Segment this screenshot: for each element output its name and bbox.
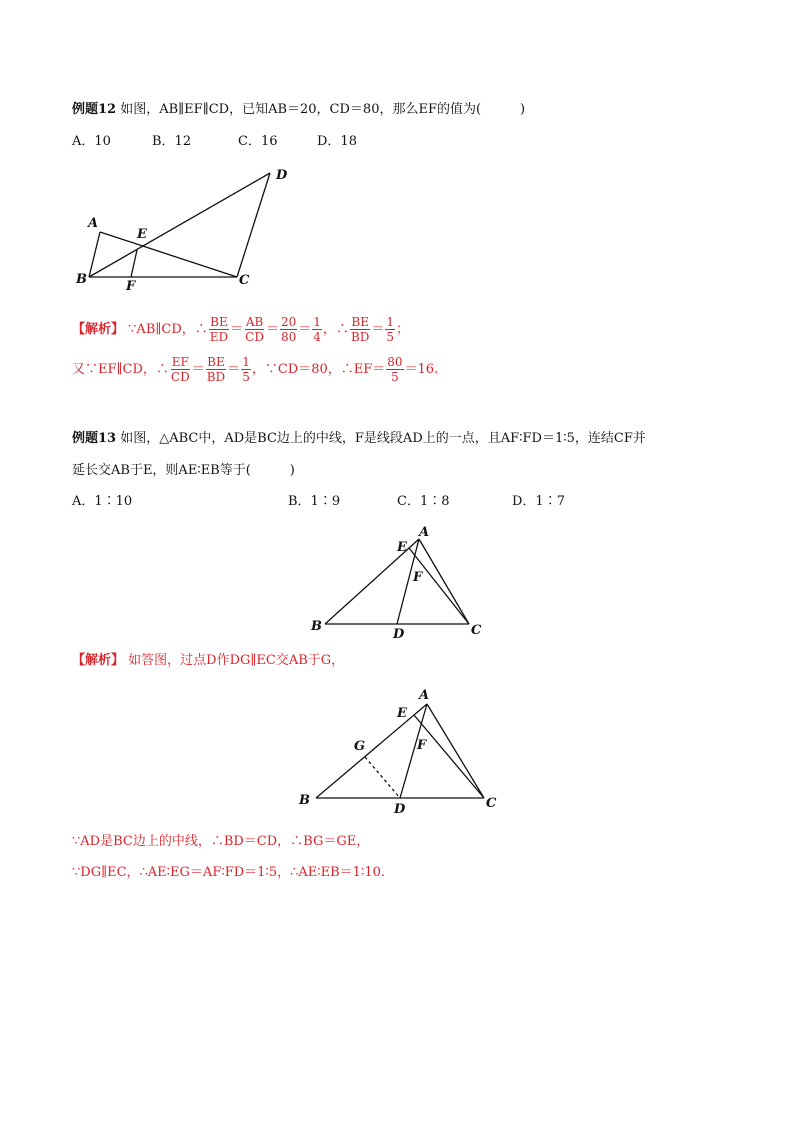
label-f: F <box>413 570 423 585</box>
ex12-stem: 如图，AB∥EF∥CD，已知AB＝20，CD＝80，那么EF的值为( ) <box>120 102 526 117</box>
label-f: F <box>417 738 427 753</box>
ex12-option-c[interactable]: C．16 <box>238 134 278 149</box>
label-d: D <box>394 802 406 817</box>
ex13-solution-line2: ∵DG∥EC，∴AE∶EG＝AF∶FD＝1∶5，∴AE∶EB＝1∶10. <box>72 865 385 880</box>
fraction: $\frac{AB}{CD}$ <box>245 315 264 344</box>
label-e: E <box>397 706 407 721</box>
fraction: $\frac{BE}{ED}$ <box>209 315 229 344</box>
ex12-option-a[interactable]: A．10 <box>72 134 111 149</box>
ex12-question <box>72 101 525 119</box>
segment-ec <box>409 548 469 624</box>
ex13-question-line2: 延长交AB于E，则AE∶EB等于( ) <box>72 463 295 478</box>
segment-ac <box>427 704 484 798</box>
segment-dg-dashed <box>365 757 400 798</box>
fraction: $\frac{1}{5}$ <box>242 355 250 384</box>
label-e: E <box>397 540 407 555</box>
ex13-stem1: 如图，△ABC中，AD是BC边上的中线，F是线段AD上的一点，且AF∶FD＝1∶5，连结CF并 <box>120 431 646 446</box>
fraction: $\frac{1}{5}$ <box>386 315 395 344</box>
label-d: D <box>393 627 405 642</box>
ex13-option-a[interactable]: A．1∶10 <box>72 494 133 509</box>
ex13-option-d[interactable]: D．1∶7 <box>512 494 565 509</box>
ex13-answer-figure <box>290 683 505 818</box>
ex13-solution-tag: 【解析】 <box>72 653 125 668</box>
fraction: $\frac{1}{4}$ <box>313 315 321 344</box>
segment-ef <box>131 250 137 277</box>
ex12-solution-line1: 【解析】 ∵AB∥CD，∴ $\frac{BE}{ED}$ ＝ $\frac{AB}{CD}$ ＝ $\frac{20}{80}$ ＝ $\frac{1}{4}$ ，∴ $\frac{BE}{BD}$ ＝ $\frac{1}{5}$ ； <box>72 315 410 344</box>
segment-ec <box>414 715 484 798</box>
fraction: $\frac{BE}{BD}$ <box>206 355 226 384</box>
segment-ab <box>89 232 100 277</box>
label-a: A <box>88 216 99 231</box>
label-e: E <box>137 227 147 242</box>
label-a: A <box>419 525 430 540</box>
label-b: B <box>311 619 322 634</box>
fraction: $\frac{20}{80}$ <box>280 315 297 344</box>
label-b: B <box>76 272 87 287</box>
ex12-figure <box>70 165 300 295</box>
fraction: $\frac{EF}{CD}$ <box>170 355 190 384</box>
ex13-question-line1 <box>72 430 646 448</box>
label-d: D <box>276 168 288 183</box>
ex12-option-b[interactable]: B．12 <box>152 134 192 149</box>
fraction: $\frac{80}{5}$ <box>387 355 403 384</box>
segment-ac <box>419 539 469 624</box>
ex13-figure <box>305 520 495 645</box>
label-c: C <box>239 273 250 288</box>
label-c: C <box>471 623 482 638</box>
ex13-label: 例题13 <box>72 431 117 446</box>
label-b: B <box>299 793 310 808</box>
ex13-option-b[interactable]: B．1∶9 <box>288 494 341 509</box>
label-f: F <box>126 279 136 294</box>
segment-ab <box>316 704 427 798</box>
ex13-option-c[interactable]: C．1∶8 <box>397 494 450 509</box>
ex13-solution-line1: ∵AD是BC边上的中线，∴BD＝CD，∴BG＝GE， <box>72 834 370 849</box>
ex12-solution-line2: 又∵EF∥CD，∴ $\frac{EF}{CD}$ ＝ $\frac{BE}{BD}$ ＝ $\frac{1}{5}$ ，∵CD＝80，∴EF＝ $\frac{80}{5}$ ＝16. <box>72 355 439 384</box>
ex12-option-d[interactable]: D．18 <box>317 134 357 149</box>
label-c: C <box>486 796 497 811</box>
label-a: A <box>419 688 430 703</box>
segment-bd <box>89 173 270 277</box>
ex12-solution-tag: 【解析】 <box>72 322 125 337</box>
ex12-label: 例题12 <box>72 102 117 117</box>
label-g: G <box>354 739 366 754</box>
segment-ac <box>100 232 237 277</box>
fraction: $\frac{BE}{BD}$ <box>350 315 370 344</box>
ex13-solution-intro: 【解析】 如答图，过点D作DG∥EC交AB于G， <box>72 653 345 668</box>
